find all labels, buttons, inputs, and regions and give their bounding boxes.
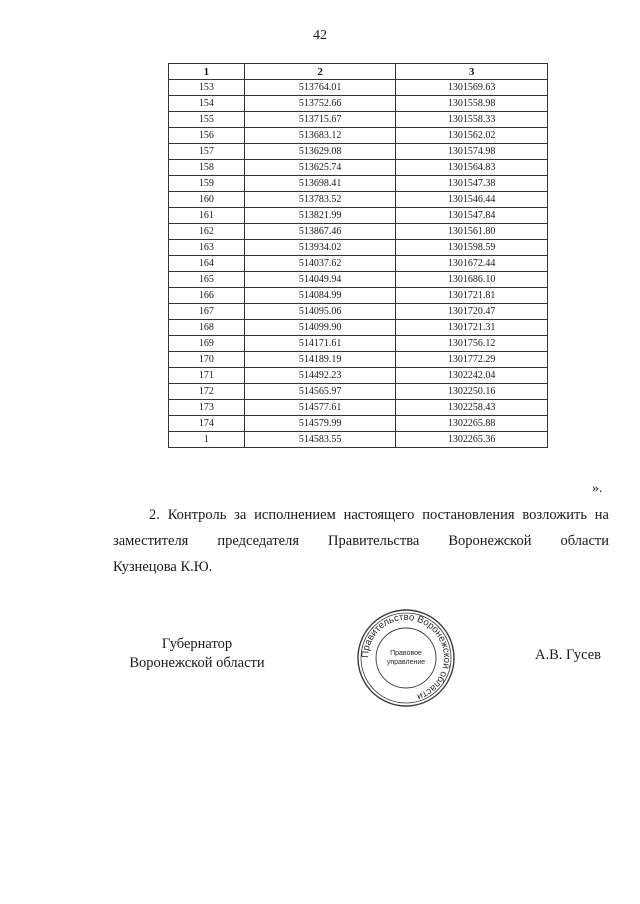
cell-x-coordinate: 513764.01	[244, 80, 396, 96]
cell-x-coordinate: 513698.41	[244, 176, 396, 192]
cell-point-number: 174	[169, 416, 245, 432]
cell-y-coordinate: 1301546.44	[396, 192, 548, 208]
table-row	[169, 272, 548, 288]
cell-point-number: 161	[169, 208, 245, 224]
table-row	[169, 352, 548, 368]
cell-y-coordinate: 1301564.83	[396, 160, 548, 176]
table-body	[169, 80, 548, 448]
table-row	[169, 128, 548, 144]
cell-y-coordinate: 1302250.16	[396, 384, 548, 400]
table-row	[169, 288, 548, 304]
cell-point-number: 163	[169, 240, 245, 256]
table-row	[169, 96, 548, 112]
cell-point-number: 166	[169, 288, 245, 304]
cell-point-number: 171	[169, 368, 245, 384]
cell-x-coordinate: 514189.19	[244, 352, 396, 368]
cell-x-coordinate: 514099.90	[244, 320, 396, 336]
cell-point-number: 154	[169, 96, 245, 112]
cell-x-coordinate: 514565.97	[244, 384, 396, 400]
signer-title-line-2: Воронежской области	[129, 655, 265, 671]
cell-x-coordinate: 514084.99	[244, 288, 396, 304]
cell-x-coordinate: 513683.12	[244, 128, 396, 144]
cell-point-number: 168	[169, 320, 245, 336]
cell-point-number: 170	[169, 352, 245, 368]
cell-y-coordinate: 1301574.98	[396, 144, 548, 160]
signer-title-line-1: Губернатор	[161, 636, 233, 652]
cell-point-number: 159	[169, 176, 245, 192]
cell-x-coordinate: 514037.62	[244, 256, 396, 272]
cell-x-coordinate: 514171.61	[244, 336, 396, 352]
cell-y-coordinate: 1301772.29	[396, 352, 548, 368]
cell-x-coordinate: 513715.67	[244, 112, 396, 128]
cell-x-coordinate: 513867.46	[244, 224, 396, 240]
cell-y-coordinate: 1301720.47	[396, 304, 548, 320]
table-row	[169, 176, 548, 192]
paragraph-line-2: заместителя председателя Правительства Воронежской области	[113, 533, 609, 549]
cell-point-number: 160	[169, 192, 245, 208]
cell-x-coordinate: 514492.23	[244, 368, 396, 384]
cell-x-coordinate: 514095.06	[244, 304, 396, 320]
cell-x-coordinate: 513821.99	[244, 208, 396, 224]
seal-ring-text: Правительство Воронежской области	[359, 611, 453, 703]
table-row	[169, 192, 548, 208]
cell-x-coordinate: 513625.74	[244, 160, 396, 176]
cell-point-number: 167	[169, 304, 245, 320]
cell-point-number: 153	[169, 80, 245, 96]
cell-point-number: 162	[169, 224, 245, 240]
table-row	[169, 320, 548, 336]
cell-point-number: 1	[169, 432, 245, 448]
cell-y-coordinate: 1301721.81	[396, 288, 548, 304]
cell-point-number: 169	[169, 336, 245, 352]
table-row	[169, 144, 548, 160]
cell-point-number: 165	[169, 272, 245, 288]
cell-y-coordinate: 1301686.10	[396, 272, 548, 288]
cell-x-coordinate: 513752.66	[244, 96, 396, 112]
table-row	[169, 160, 548, 176]
cell-point-number: 172	[169, 384, 245, 400]
table-row	[169, 240, 548, 256]
cell-y-coordinate: 1301562.02	[396, 128, 548, 144]
table-row	[169, 368, 548, 384]
coordinates-table	[168, 63, 548, 448]
cell-x-coordinate: 514579.99	[244, 416, 396, 432]
cell-y-coordinate: 1301569.63	[396, 80, 548, 96]
cell-point-number: 157	[169, 144, 245, 160]
table-row	[169, 432, 548, 448]
cell-point-number: 164	[169, 256, 245, 272]
cell-point-number: 156	[169, 128, 245, 144]
table-row	[169, 208, 548, 224]
seal-outer-ring	[358, 610, 454, 706]
cell-y-coordinate: 1301721.31	[396, 320, 548, 336]
cell-x-coordinate: 514049.94	[244, 272, 396, 288]
table-row	[169, 304, 548, 320]
cell-y-coordinate: 1301672.44	[396, 256, 548, 272]
cell-point-number: 158	[169, 160, 245, 176]
cell-x-coordinate: 514577.61	[244, 400, 396, 416]
seal-inner-ring	[376, 628, 436, 688]
cell-y-coordinate: 1301558.33	[396, 112, 548, 128]
cell-x-coordinate: 513783.52	[244, 192, 396, 208]
cell-x-coordinate: 514583.55	[244, 432, 396, 448]
paragraph-line-3: Кузнецова К.Ю.	[113, 559, 213, 575]
table-row	[169, 416, 548, 432]
official-seal	[355, 607, 457, 709]
table-row	[169, 112, 548, 128]
cell-y-coordinate: 1301598.59	[396, 240, 548, 256]
column-header-point: 1	[169, 64, 245, 80]
closing-quote: ».	[592, 481, 603, 496]
table-row	[169, 400, 548, 416]
cell-y-coordinate: 1302265.36	[396, 432, 548, 448]
cell-x-coordinate: 513629.08	[244, 144, 396, 160]
cell-y-coordinate: 1301547.38	[396, 176, 548, 192]
table-row	[169, 384, 548, 400]
cell-point-number: 173	[169, 400, 245, 416]
page-number: 42	[313, 28, 327, 43]
cell-y-coordinate: 1301547.84	[396, 208, 548, 224]
column-header-y: 3	[396, 64, 548, 80]
paragraph-line-1: 2. Контроль за исполнением настоящего постановления возложить на	[149, 507, 609, 523]
column-header-x: 2	[244, 64, 396, 80]
cell-x-coordinate: 513934.02	[244, 240, 396, 256]
cell-y-coordinate: 1301561.80	[396, 224, 548, 240]
cell-y-coordinate: 1301756.12	[396, 336, 548, 352]
cell-point-number: 155	[169, 112, 245, 128]
seal-center-line-2: управление	[386, 659, 426, 666]
table-row	[169, 336, 548, 352]
cell-y-coordinate: 1302258.43	[396, 400, 548, 416]
table-header-row	[169, 64, 548, 80]
table-row	[169, 256, 548, 272]
cell-y-coordinate: 1302265.88	[396, 416, 548, 432]
cell-y-coordinate: 1302242.04	[396, 368, 548, 384]
signer-title	[112, 635, 282, 673]
table-row	[169, 224, 548, 240]
cell-y-coordinate: 1301558.98	[396, 96, 548, 112]
table-row	[169, 80, 548, 96]
seal-center-line-1: Правовое	[390, 650, 422, 657]
signer-name: А.В. Гусев	[535, 647, 601, 663]
